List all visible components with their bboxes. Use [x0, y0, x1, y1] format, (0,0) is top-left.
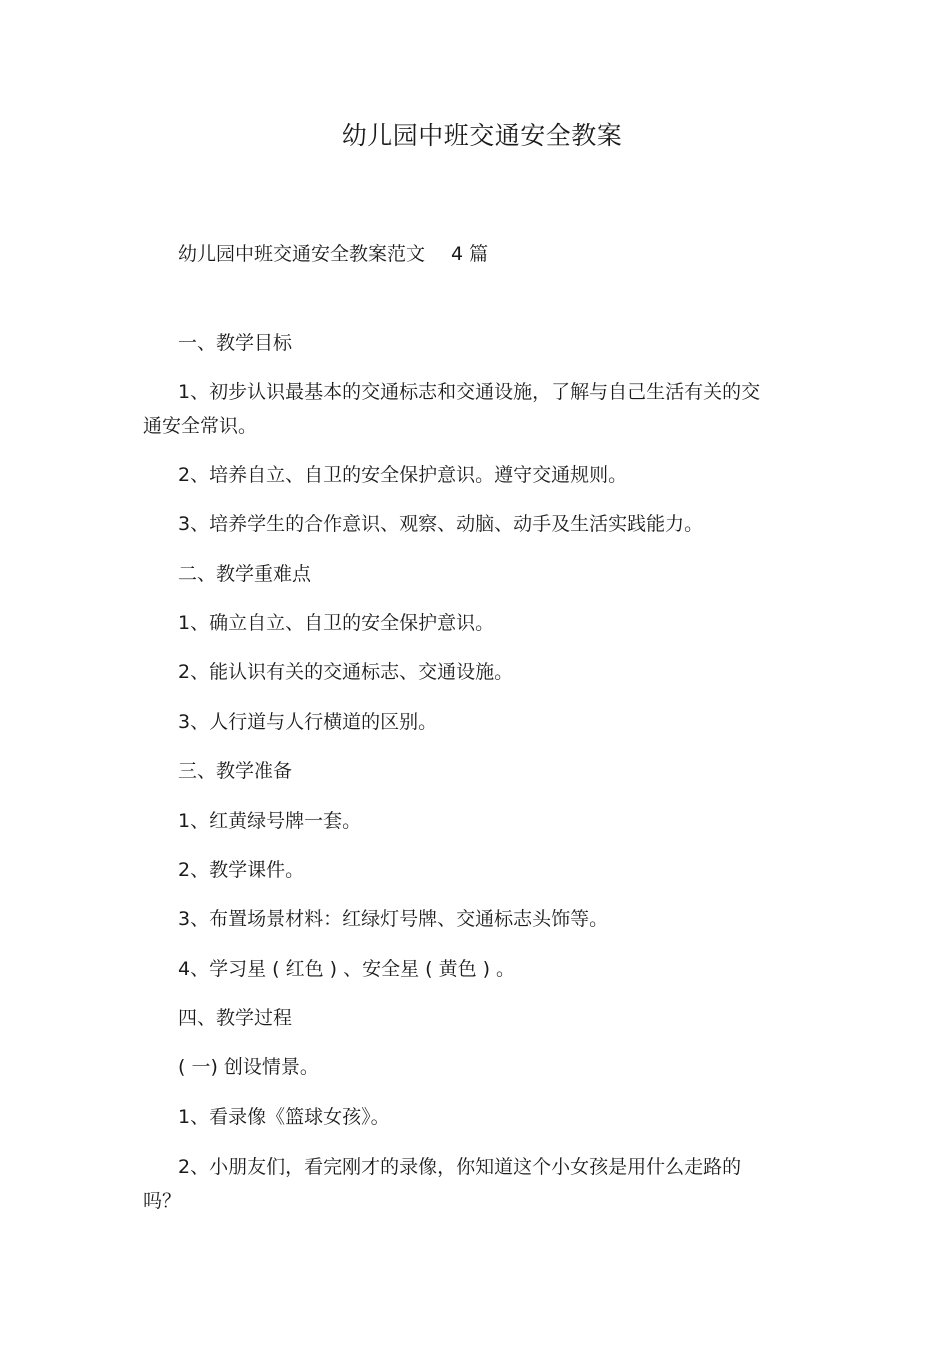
paragraph: ( 一) 创设情景。: [178, 1056, 319, 1078]
paragraph: 1、初步认识最基本的交通标志和交通设施，了解与自己生活有关的交通安全常识。: [143, 381, 761, 437]
subtitle-text: 幼儿园中班交通安全教案范文: [178, 243, 426, 265]
section-heading-key-points: 二、教学重难点: [178, 563, 312, 585]
section-heading-goals: 一、教学目标: [178, 332, 293, 354]
paragraph: 4、学习星 ( 红色 ) 、安全星 ( 黄色 ) 。: [178, 958, 516, 980]
paragraph: 2、教学课件。: [178, 859, 305, 881]
subtitle-count: 4 篇: [451, 243, 489, 265]
paragraph: 2、能认识有关的交通标志、交通设施。: [178, 661, 514, 683]
paragraph: 1、红黄绿号牌一套。: [178, 810, 362, 832]
paragraph: 2、培养自立、自卫的安全保护意识。遵守交通规则。: [178, 464, 628, 486]
document-subtitle: [178, 238, 488, 270]
paragraph: 3、布置场景材料：红绿灯号牌、交通标志头饰等。: [178, 908, 609, 930]
paragraph: 1、确立自立、自卫的安全保护意识。: [178, 612, 495, 634]
document-title: 幼儿园中班交通安全教案: [341, 121, 623, 150]
paragraph: 3、培养学生的合作意识、观察、动脑、动手及生活实践能力。: [178, 513, 704, 535]
paragraph: 3、人行道与人行横道的区别。: [178, 711, 438, 733]
paragraph: 1、看录像《篮球女孩》。: [178, 1106, 390, 1128]
section-heading-preparation: 三、教学准备: [178, 760, 293, 782]
paragraph: 2、小朋友们，看完刚才的录像，你知道这个小女孩是用什么走路的吗？: [143, 1156, 742, 1212]
section-heading-process: 四、教学过程: [178, 1007, 293, 1029]
